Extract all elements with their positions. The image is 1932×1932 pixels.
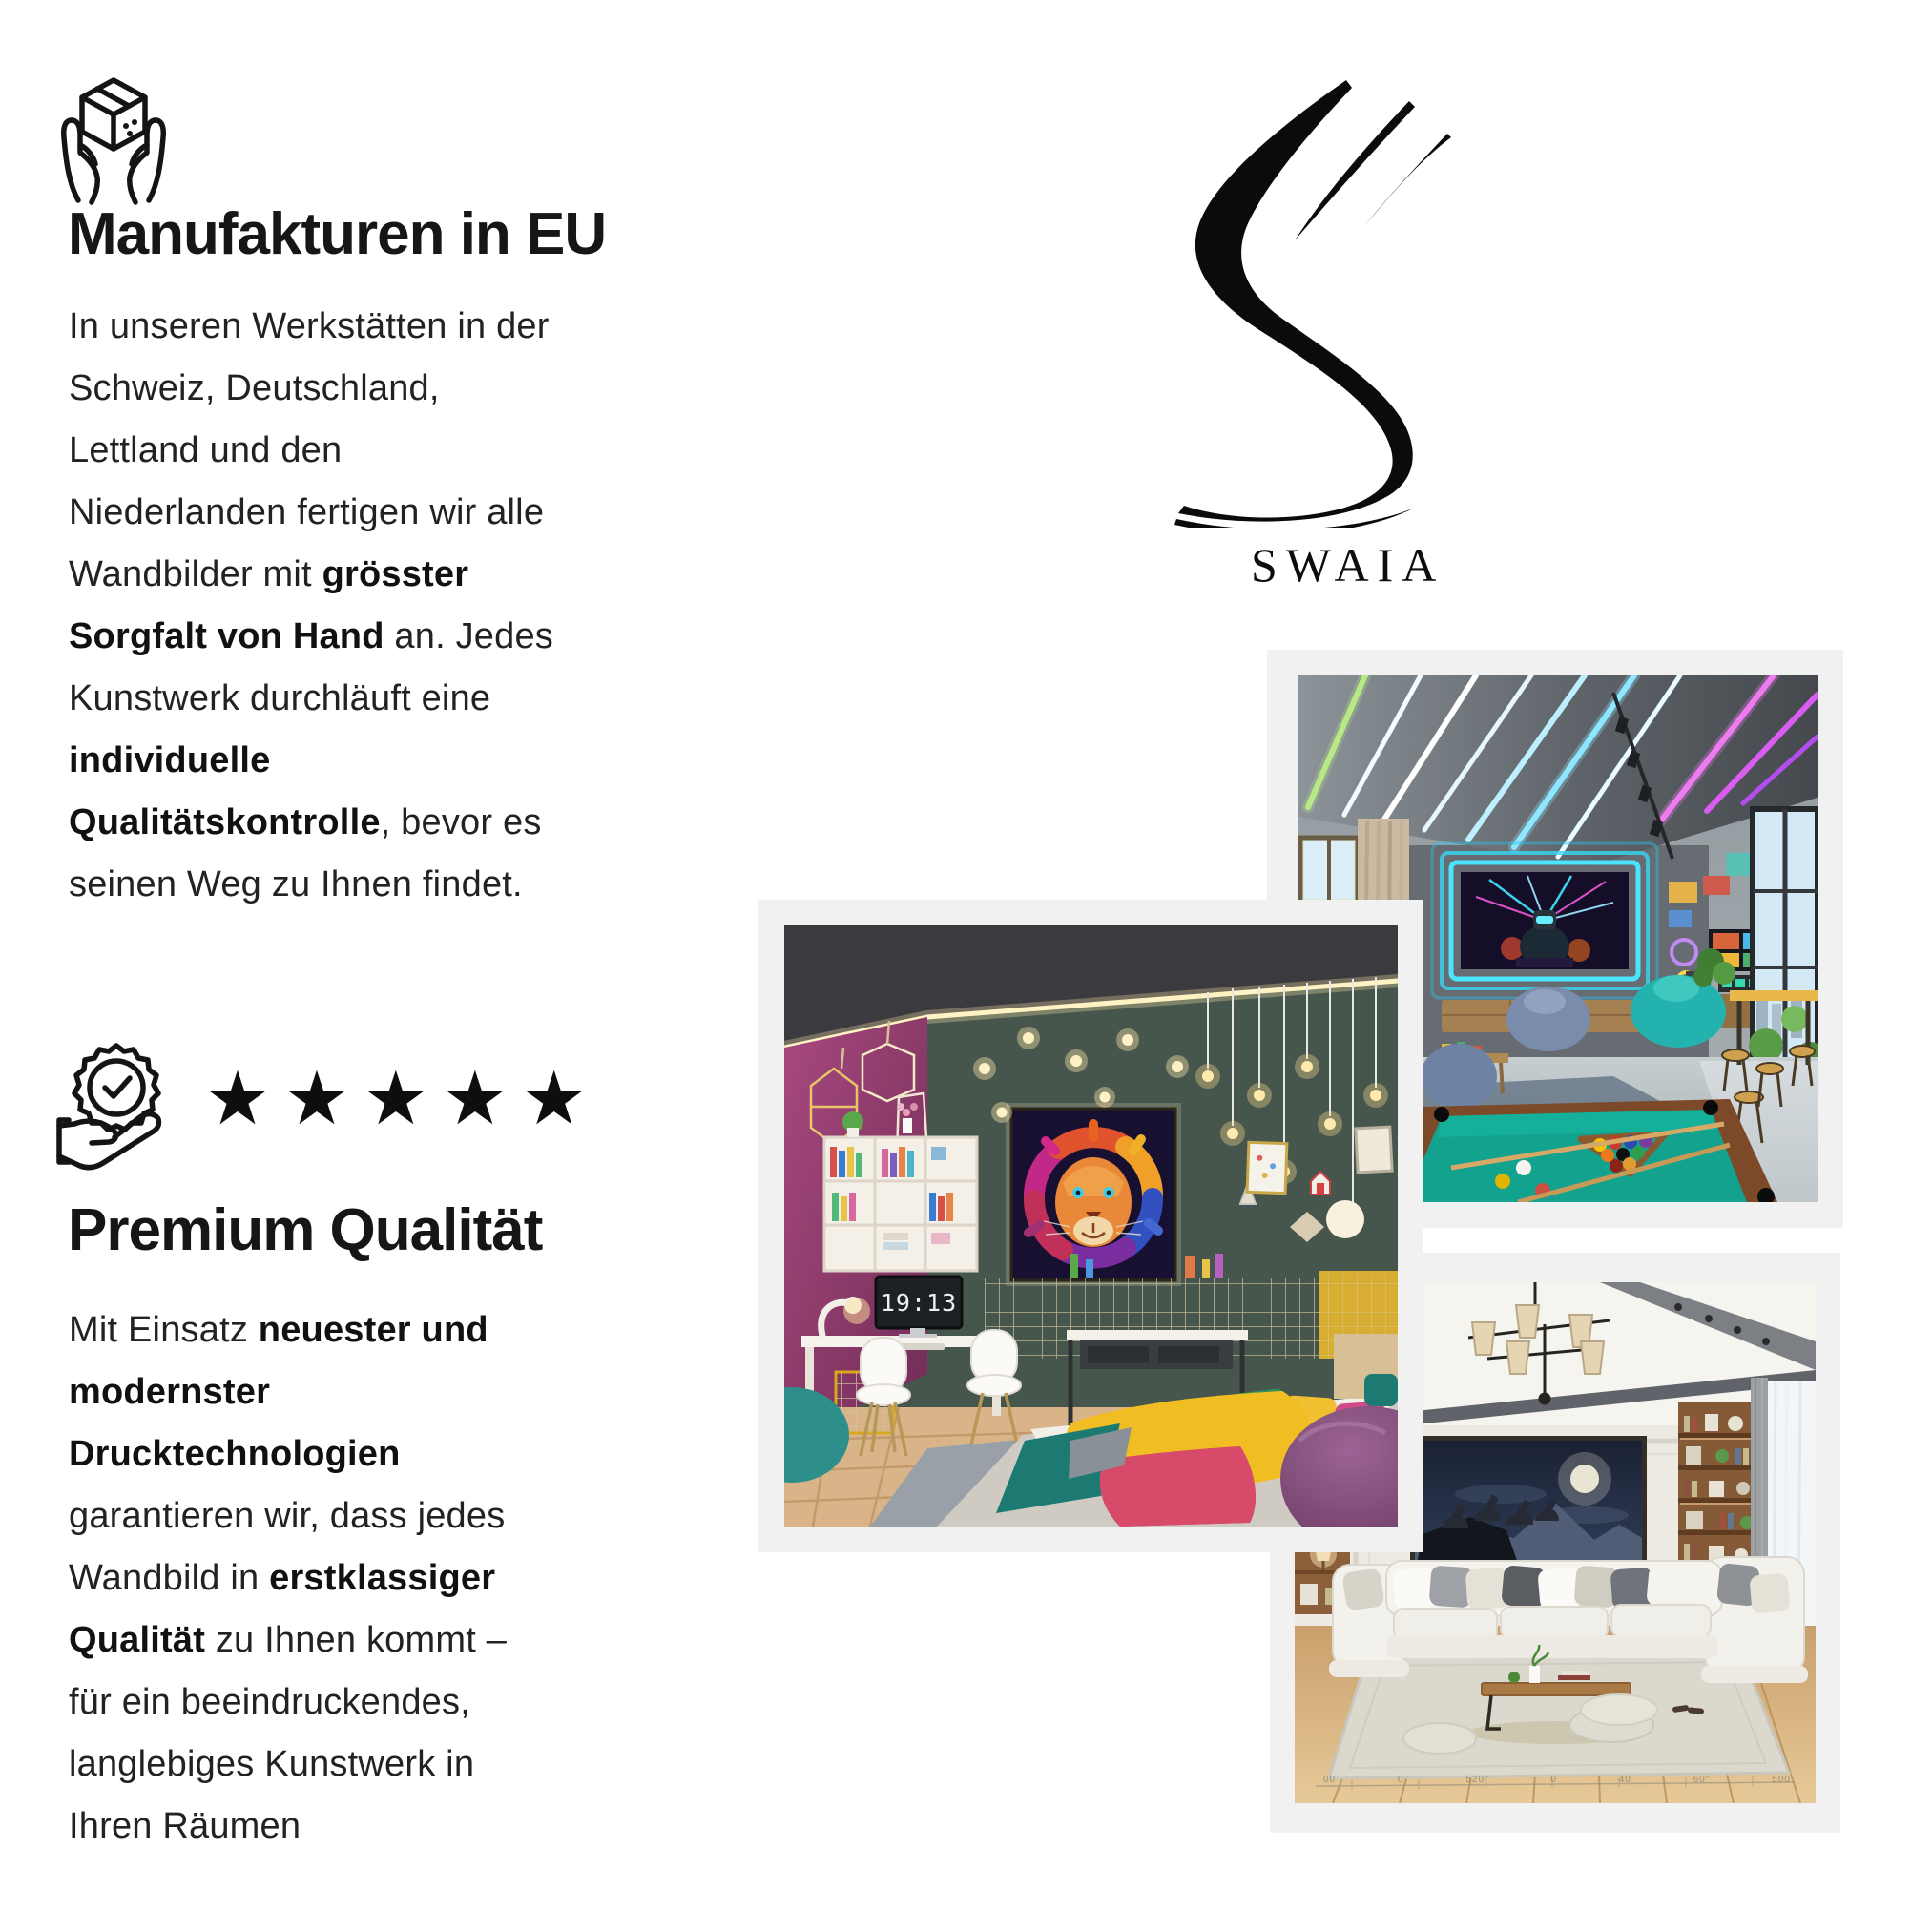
lion-canvas-art: [1006, 1103, 1181, 1286]
text-line: Schweiz, Deutschland,: [69, 368, 440, 408]
text-line: Qualitätskontrolle, bevor es: [69, 802, 542, 842]
text-line: Sorgfalt von Hand an. Jedes: [69, 616, 553, 656]
text-line: In unseren Werkstätten in der: [69, 306, 550, 346]
ruler-mark: 520": [1465, 1775, 1489, 1785]
brand-wordmark: SWAIA: [1251, 538, 1445, 592]
five-star-rating: [204, 1056, 600, 1140]
wolves-canvas-art: [1410, 1436, 1647, 1579]
section-heading-quality: Premium Qualität: [68, 1197, 543, 1263]
text-line: Qualität zu Ihnen kommt –: [69, 1620, 508, 1660]
text-line: Lettland und den: [69, 430, 343, 470]
star-icon: ★: [204, 1056, 283, 1140]
bedroom-photo: [784, 925, 1398, 1527]
text-line: garantieren wir, dass jedes: [69, 1496, 506, 1536]
text-line: individuelle: [69, 740, 271, 780]
section-heading-manufacture: Manufakturen in EU: [68, 201, 607, 267]
ruler-mark: 0: [1397, 1775, 1404, 1785]
star-icon: ★: [362, 1056, 442, 1140]
ruler-mark: 60": [1693, 1775, 1711, 1785]
pool-table: [1381, 1099, 1777, 1202]
quality-paragraph: [69, 1299, 698, 1858]
star-icon: ★: [282, 1056, 363, 1140]
manufacture-paragraph: [69, 296, 698, 916]
star-icon: ★: [520, 1056, 600, 1140]
hand-holding-medal-icon: [53, 1038, 176, 1174]
ruler-mark: 500: [1772, 1775, 1791, 1785]
text-line: seinen Weg zu Ihnen findet.: [69, 864, 523, 904]
ruler-mark: 40: [1618, 1775, 1631, 1785]
text-line: modernster: [69, 1372, 271, 1412]
monitor-clock-text: 19:13: [880, 1288, 958, 1317]
text-line: Mit Einsatz neuester und: [69, 1310, 488, 1350]
text-line: Wandbilder mit grösster: [69, 554, 469, 594]
ruler-marks-row: [1323, 1775, 1791, 1785]
text-line: Drucktechnologien: [69, 1434, 401, 1474]
star-icon: ★: [441, 1056, 521, 1140]
text-line: Ihren Räumen: [69, 1806, 301, 1846]
photo-panel-bedroom: [758, 900, 1423, 1552]
hands-holding-box-icon: [59, 73, 168, 206]
text-line: Kunstwerk durchläuft eine: [69, 678, 491, 718]
swaia-logo-icon: [1169, 74, 1474, 528]
text-line: Niederlanden fertigen wir alle: [69, 492, 545, 532]
text-line: Wandbild in erstklassiger: [69, 1558, 496, 1598]
text-line: für ein beeindruckendes,: [69, 1682, 470, 1722]
ruler-mark: 0: [1550, 1775, 1557, 1785]
text-line: langlebiges Kunstwerk in: [69, 1744, 475, 1784]
ruler-mark: 00: [1323, 1775, 1337, 1785]
